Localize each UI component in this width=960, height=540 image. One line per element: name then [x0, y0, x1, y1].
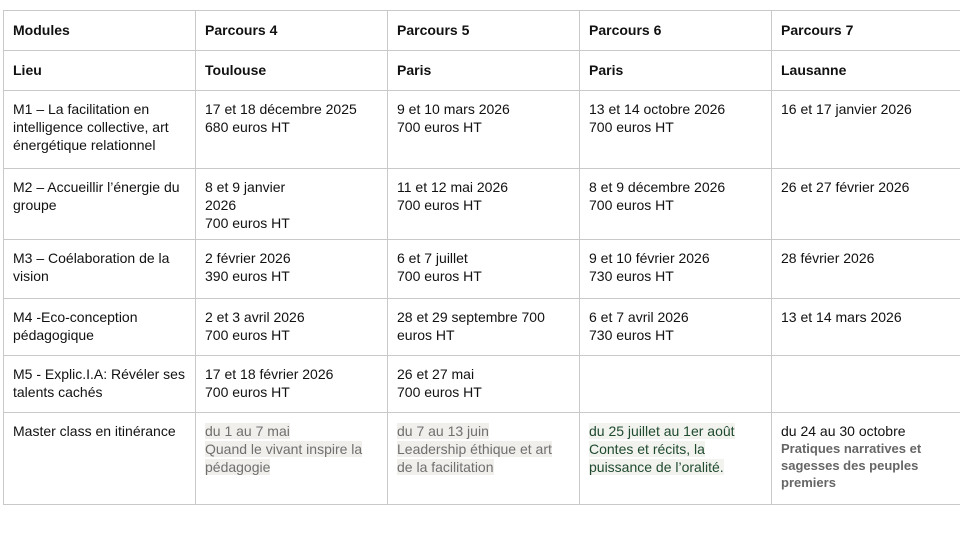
lieu-p7: Lausanne	[772, 51, 960, 91]
cell-line: 26 et 27 mai	[397, 366, 475, 382]
header-parcours-5: Parcours 5	[388, 11, 580, 51]
mc-p5	[388, 413, 580, 505]
m3-p4	[196, 240, 388, 299]
m1-p4	[196, 91, 388, 169]
header-parcours-7: Parcours 7	[772, 11, 960, 51]
m2-p6	[580, 169, 772, 240]
mc-p4-title: Quand le vivant inspire la pédagogie	[205, 441, 363, 475]
cell-line: 17 et 18 décembre 2025	[205, 101, 357, 117]
mc-p6	[580, 413, 772, 505]
header-modules: Modules	[4, 11, 196, 51]
m1-label: M1 – La facilitation en intelligence collective, art énergétique relationnel	[4, 91, 196, 169]
cell-line: 16 et 17 janvier 2026	[781, 101, 912, 117]
lieu-p6: Paris	[580, 51, 772, 91]
lieu-row	[4, 51, 960, 91]
m3-label: M3 – Coélaboration de la vision	[4, 240, 196, 299]
mc-p7-date: du 24 au 30 octobre	[781, 423, 906, 439]
m2-label: M2 – Accueillir l’énergie du groupe	[4, 169, 196, 240]
cell-line: 26 et 27 février 2026	[781, 179, 910, 195]
module-row-m5	[4, 356, 960, 413]
cell-line: 8 et 9 décembre 2026	[589, 179, 726, 195]
cell-line: 8 et 9 janvier	[205, 179, 286, 195]
cell-line: 9 et 10 mars 2026	[397, 101, 510, 117]
m1-p7	[772, 91, 960, 169]
cell-line: 2 février 2026	[205, 250, 291, 266]
cell-line: 2026	[205, 197, 237, 213]
mc-p6-date: du 25 juillet au 1er août	[589, 423, 735, 439]
cell-line: 28 février 2026	[781, 250, 875, 266]
m5-p5	[388, 356, 580, 413]
cell-line: 700 euros HT	[397, 384, 482, 400]
m5-p4	[196, 356, 388, 413]
m3-p5	[388, 240, 580, 299]
master-class-row	[4, 413, 960, 505]
module-row-m1	[4, 91, 960, 169]
header-parcours-4: Parcours 4	[196, 11, 388, 51]
module-row-m2	[4, 169, 960, 240]
mc-p5-title: Leadership éthique et art de la facilitation	[397, 441, 552, 475]
cell-line: 700 euros HT	[205, 327, 290, 343]
module-row-m4	[4, 299, 960, 356]
cell-line: 11 et 12 mai 2026	[397, 179, 509, 195]
cell-line: 2 et 3 avril 2026	[205, 309, 305, 325]
cell-line: 13 et 14 octobre 2026	[589, 101, 726, 117]
cell-line: 700 euros HT	[589, 119, 674, 135]
m3-p7	[772, 240, 960, 299]
m1-p6	[580, 91, 772, 169]
m2-p7	[772, 169, 960, 240]
cell-line: 13 et 14 mars 2026	[781, 309, 902, 325]
cell-line: 680 euros HT	[205, 119, 290, 135]
mc-p6-title: Contes et récits, la puissance de l’oralité.	[589, 441, 724, 475]
m3-p6	[580, 240, 772, 299]
m4-p4	[196, 299, 388, 356]
cell-line: 17 et 18 février 2026	[205, 366, 334, 382]
mc-p5-date: du 7 au 13 juin	[397, 423, 489, 439]
lieu-p4: Toulouse	[196, 51, 388, 91]
cell-line: 6 et 7 juillet	[397, 250, 468, 266]
cell-line: 700 euros HT	[397, 268, 482, 284]
cell-line: 390 euros HT	[205, 268, 290, 284]
m1-p5	[388, 91, 580, 169]
cell-line: 28 et 29 septembre 700 euros HT	[397, 309, 545, 343]
cell-line: 700 euros HT	[205, 384, 290, 400]
m5-p6-empty	[580, 356, 772, 413]
m4-p6	[580, 299, 772, 356]
cell-line: 9 et 10 février 2026	[589, 250, 710, 266]
mc-label: Master class en itinérance	[4, 413, 196, 505]
header-parcours-6: Parcours 6	[580, 11, 772, 51]
m5-label: M5 - Explic.I.A: Révéler ses talents cachés	[4, 356, 196, 413]
lieu-label: Lieu	[4, 51, 196, 91]
mc-p7	[772, 413, 960, 505]
m4-p7	[772, 299, 960, 356]
module-row-m3	[4, 240, 960, 299]
cell-line: 700 euros HT	[397, 197, 482, 213]
cell-line: 730 euros HT	[589, 268, 674, 284]
cell-line: 700 euros HT	[397, 119, 482, 135]
m2-p4	[196, 169, 388, 240]
schedule-table	[3, 10, 960, 505]
m2-p5	[388, 169, 580, 240]
lieu-p5: Paris	[388, 51, 580, 91]
m5-p7-empty	[772, 356, 960, 413]
cell-line: 730 euros HT	[589, 327, 674, 343]
mc-p7-title: Pratiques narratives et sagesses des peuples premiers	[781, 441, 922, 490]
m4-label: M4 -Eco-conception pédagogique	[4, 299, 196, 356]
m4-p5	[388, 299, 580, 356]
cell-line: 700 euros HT	[205, 215, 290, 231]
header-row	[4, 11, 960, 51]
mc-p4-date: du 1 au 7 mai	[205, 423, 290, 439]
cell-line: 700 euros HT	[589, 197, 674, 213]
cell-line: 6 et 7 avril 2026	[589, 309, 689, 325]
mc-p4	[196, 413, 388, 505]
